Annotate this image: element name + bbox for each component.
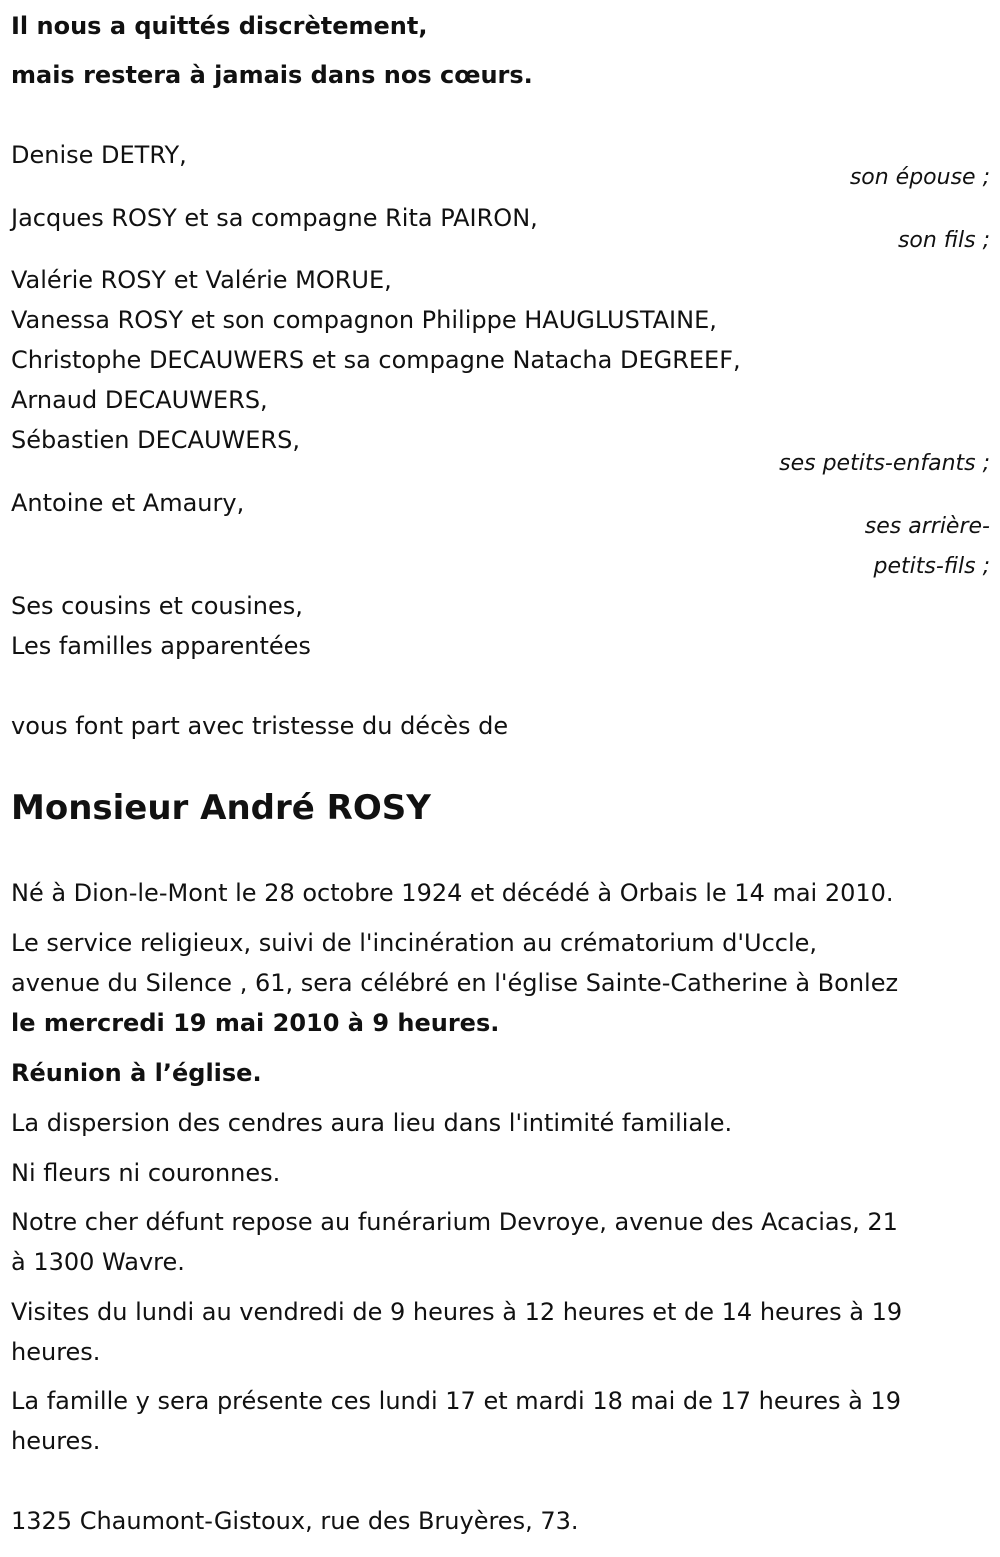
related-families-line: Les familles apparentées	[11, 632, 311, 660]
flowers-line: Ni fleurs ni couronnes.	[11, 1159, 281, 1187]
great-grandchildren-role-line-1: ses arrière-	[864, 514, 990, 539]
spouse-name: Denise DETRY,	[11, 141, 187, 169]
son-name: Jacques ROSY et sa compagne Rita PAIRON,	[11, 204, 538, 232]
grandchild-line: Christophe DECAUWERS et sa compagne Natacha DEGREEF,	[11, 346, 741, 374]
service-line-2: avenue du Silence , 61, sera célébré en l'église Sainte-Catherine à Bonlez	[11, 969, 899, 997]
grandchild-line: Vanessa ROSY et son compagnon Philippe HAUGLUSTAINE,	[11, 306, 717, 334]
family-present-line-2: heures.	[11, 1427, 101, 1455]
intro-line-2: mais restera à jamais dans nos cœurs.	[11, 61, 533, 89]
great-grandchildren-role-line-2: petits-fils ;	[873, 554, 990, 579]
announcement-line: vous font part avec tristesse du décès de	[11, 712, 509, 740]
son-role: son fils ;	[897, 228, 990, 253]
grandchild-line: Valérie ROSY et Valérie MORUE,	[11, 266, 392, 294]
service-date: le mercredi 19 mai 2010 à 9 heures.	[11, 1009, 500, 1037]
meeting-line: Réunion à l’église.	[11, 1059, 262, 1087]
address-line: 1325 Chaumont-Gistoux, rue des Bruyères, 73.	[11, 1507, 579, 1535]
grandchildren-role: ses petits-enfants ;	[779, 451, 990, 476]
deceased-name: Monsieur André ROSY	[11, 788, 431, 828]
spouse-role: son épouse ;	[849, 165, 990, 190]
birth-death-line: Né à Dion-le-Mont le 28 octobre 1924 et décédé à Orbais le 14 mai 2010.	[11, 879, 894, 907]
cousins-line: Ses cousins et cousines,	[11, 592, 303, 620]
service-line-1: Le service religieux, suivi de l'incinération au crématorium d'Uccle,	[11, 929, 818, 957]
intro-line-1: Il nous a quittés discrètement,	[11, 12, 428, 40]
rest-line-1: Notre cher défunt repose au funérarium Devroye, avenue des Acacias, 21	[11, 1208, 898, 1236]
grandchild-line: Arnaud DECAUWERS,	[11, 386, 268, 414]
great-grandchildren-name: Antoine et Amaury,	[11, 489, 245, 517]
family-present-line-1: La famille y sera présente ces lundi 17 et mardi 18 mai de 17 heures à 19	[11, 1387, 901, 1415]
grandchild-line: Sébastien DECAUWERS,	[11, 426, 300, 454]
visits-line-1: Visites du lundi au vendredi de 9 heures à 12 heures et de 14 heures à 19	[11, 1298, 903, 1326]
ashes-line: La dispersion des cendres aura lieu dans l'intimité familiale.	[11, 1109, 733, 1137]
visits-line-2: heures.	[11, 1338, 101, 1366]
rest-line-2: à 1300 Wavre.	[11, 1248, 185, 1276]
